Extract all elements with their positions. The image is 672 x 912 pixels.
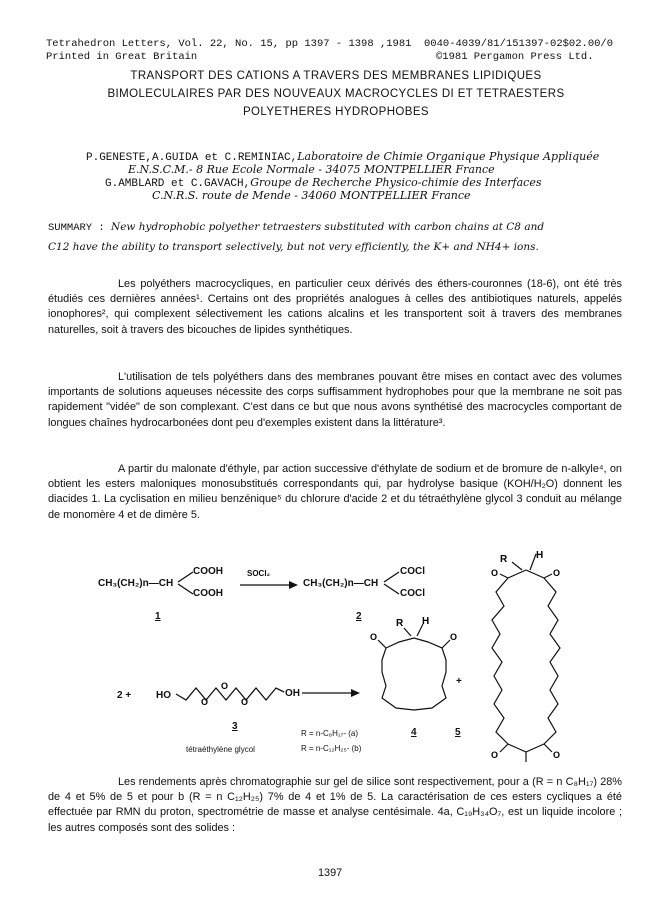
paragraph-4: Les rendements après chromatographie sur gel de silice sont respectivement, pour a (R = n C₈H₁₇) 28% de 4 et 5% de 5 et pour b (R = n C₁₂H₂₅) 7% de 4 et 1% de 5. La caractérisation de ces esters cycliques a été effectuée par RMN du proton, spectrométrie de masse et analyse centésimale. 4a, C₁₉H₃₄O₇, est un liquide incolore ; les autres composés sont des solides : xyxy=(48,776,622,834)
macrocycle-4-o-carbonyl-2: O xyxy=(450,632,458,642)
paragraph-1: Les polyéthers macrocycliques, en particulier ceux dérivés des éthers-couronnes (18-6), ont été très étudiés ces dernières années¹. Certains ont des propriétés analogues à celles des antibiotiques naturels, appelés ionophores², qui complexent sélectivement les cations alcalins et les transportent soit à travers des membranes naturelles, soit à travers des bicouches de lipides synthétiques. xyxy=(48,278,622,336)
r-definition-b: R = n-C₁₂H₂₅- (b) xyxy=(301,744,362,753)
article-code: 0040-4039/81/151397-02$02.00/0 xyxy=(424,38,614,50)
r-definition-a: R = n-C₈H₁₇- (a) xyxy=(301,729,358,738)
address-2: C.N.R.S. route de Mende - 34060 MONTPELLIER France xyxy=(152,189,471,202)
summary-line-1 xyxy=(48,221,544,234)
glycol-zigzag xyxy=(174,680,286,708)
macrocycle-5-o-bottom-right: O xyxy=(553,750,561,760)
compound-3-label: 3 xyxy=(232,721,238,732)
macrocycle-5-o-top-right: O xyxy=(553,568,561,578)
acid-bond-lines xyxy=(176,568,196,598)
printed-location: Printed in Great Britain xyxy=(46,51,198,63)
glycol-o-3: O xyxy=(241,697,249,707)
page-number: 1397 xyxy=(318,867,343,879)
title-line-3: POLYETHERES HYDROPHOBES xyxy=(242,106,429,118)
reaction-arrow xyxy=(238,580,300,590)
plus-sign: + xyxy=(456,676,462,687)
glycol-ho: HO xyxy=(156,690,171,701)
macrocycle-5-h-top: H xyxy=(536,550,544,561)
macrocycle-4-o-carbonyl-1: O xyxy=(370,632,378,642)
glycol-oh: OH xyxy=(285,688,300,699)
summary-text-2: C12 have the ability to transport selectively, but not very efficiently, the K+ and NH4+ ions. xyxy=(48,241,539,253)
compound-1-label: 1 xyxy=(155,611,161,622)
cyclisation-arrow xyxy=(300,688,362,698)
compound-5-label: 5 xyxy=(455,727,461,738)
coci-lower: COCl xyxy=(400,588,425,599)
paragraph-2: L'utilisation de tels polyéthers dans des membranes pouvant être mises en contact avec des volumes importants de solutions aqueuses nécessite des corps suffisamment hydrophobes pour que la membrane ne soit pas rapidement "vidée" de son complexant. C'est dans ce but que nous avons synthétisé des macrocycles comportant de longues chaînes hydrocarbonées dont peu d'exemples existent dans la littérature³. xyxy=(48,371,622,429)
compound-4-label: 4 xyxy=(411,727,417,738)
macrocycle-4-h: H xyxy=(422,616,430,627)
macrocycle-4-r: R xyxy=(396,618,404,629)
glycol-name: tétraéthylène glycol xyxy=(186,745,255,754)
macrocycle-4-structure xyxy=(366,612,466,724)
authors-group-1: P.GENESTE,A.GUIDA et C.REMINIAC, xyxy=(86,152,298,164)
address-1: E.N.S.C.M.- 8 Rue Ecole Normale - 34075 MONTPELLIER France xyxy=(128,163,495,176)
title-line-2: BIMOLECULAIRES PAR DES NOUVEAUX MACROCYCLES DI ET TETRAESTERS xyxy=(107,88,565,100)
summary-label: SUMMARY : xyxy=(48,222,105,234)
chloride-bond-lines xyxy=(382,568,402,598)
compound-2-label: 2 xyxy=(356,611,362,622)
summary-text-1: New hydrophobic polyether tetraesters substituted with carbon chains at C8 and xyxy=(111,221,545,233)
cooh-lower: COOH xyxy=(193,588,223,599)
authors-group-2: G.AMBLARD et C.GAVACH, xyxy=(105,178,251,190)
macrocycle-5-r-top: R xyxy=(500,554,508,565)
coci-upper: COCl xyxy=(400,566,425,577)
journal-citation: Tetrahedron Letters, Vol. 22, No. 15, pp 1397 - 1398 ,1981 xyxy=(46,38,412,50)
macrocycle-5-structure xyxy=(476,548,576,768)
affiliation-2: Groupe de Recherche Physico-chimie des Interfaces xyxy=(250,176,542,189)
paragraph-3: A partir du malonate d'éthyle, par action successive d'éthylate de sodium et de bromure de n-alkyle⁴, on obtient les esters maloniques monosubstitués correspondants qui, par hydrolyse basique (KOH/H₂O) donnent les diacides 1. La cyclisation en milieu benzénique⁵ du chlorure d'acide 2 et du tétraéthylène glycol 3 conduit au mélange de monomère 4 et de dimère 5. xyxy=(48,463,622,521)
glycol-o-1: O xyxy=(201,697,209,707)
glycol-o-2: O xyxy=(221,681,229,691)
product-acyl-chain: CH₃(CH₂)n—CH xyxy=(303,578,379,589)
reagent-socl2: SOCl₂ xyxy=(247,569,271,578)
reactant-acid-chain: CH₃(CH₂)n—CH xyxy=(98,578,174,589)
cooh-upper: COOH xyxy=(193,566,223,577)
plus-reactant-2: 2 + xyxy=(117,690,132,701)
macrocycle-5-o-top-left: O xyxy=(491,568,499,578)
affiliation-1: Laboratoire de Chimie Organique Physique Appliquée xyxy=(297,150,600,163)
copyright-line: ©1981 Pergamon Press Ltd. xyxy=(436,51,594,63)
macrocycle-5-o-bottom-left: O xyxy=(491,750,499,760)
title-line-1: TRANSPORT DES CATIONS A TRAVERS DES MEMBRANES LIPIDIQUES xyxy=(130,70,542,82)
